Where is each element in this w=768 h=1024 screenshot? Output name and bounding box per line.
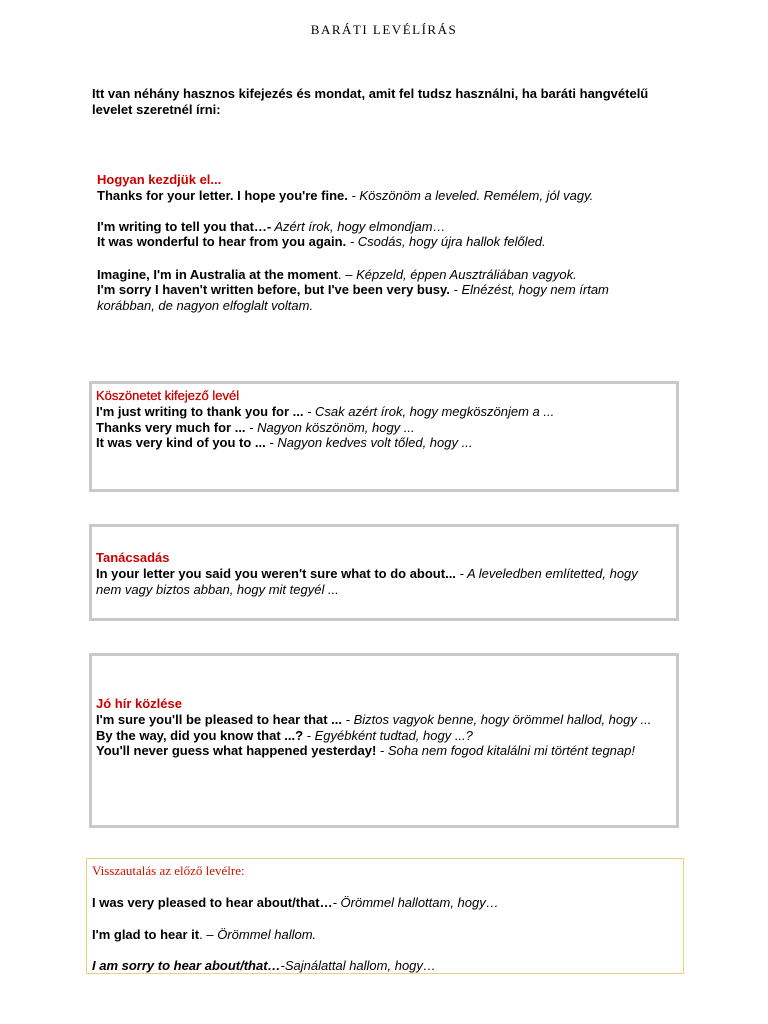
phrase-line — [92, 958, 679, 974]
phrase-en: In your letter you said you weren't sure what to do about... — [96, 566, 456, 581]
phrase-line — [92, 895, 679, 911]
phrase-line — [97, 267, 667, 283]
phrase-line — [96, 743, 661, 759]
phrase-en: I'm glad to hear it — [92, 926, 200, 942]
intro-paragraph: Itt van néhány hasznos kifejezés és mondat, amit fel tudsz használni, ha baráti hangvételű levelet szeretnél írni: — [92, 86, 649, 117]
section-heading: Visszautalás az előző levélre: — [92, 863, 245, 878]
phrase-line — [96, 566, 661, 597]
phrase-hu: - Egyébként tudtad, hogy ...? — [303, 727, 473, 743]
phrase-hu: Képzeld, éppen Ausztráliában vagyok. — [356, 266, 577, 282]
phrase-line — [97, 188, 667, 204]
phrase-en: I was very pleased to hear about/that… — [92, 895, 333, 910]
section-advice-box — [89, 524, 679, 621]
phrase-en: I'm just writing to thank you for ... — [96, 404, 304, 419]
phrase-en: It was wonderful to hear from you again. — [97, 234, 347, 249]
page-title: BARÁTI LEVÉLÍRÁS — [310, 22, 458, 37]
phrase-line — [96, 712, 661, 728]
phrase-en: You'll never guess what happened yesterday! — [96, 743, 377, 758]
phrase-en: I'm sorry I haven't written before, but I've been very busy. — [97, 282, 450, 297]
phrase-hu: - Köszönöm a leveled. Remélem, jól vagy. — [347, 188, 594, 203]
phrase-line — [97, 219, 667, 235]
section-opening — [97, 172, 667, 313]
phrase-line — [97, 234, 667, 250]
phrase-line — [96, 420, 672, 436]
phrase-en: I'm writing to tell you that…- — [97, 218, 272, 234]
phrase-line — [92, 927, 679, 943]
phrase-hu: - A leveledben említetted, hogy nem vagy biztos abban, hogy mit tegyél ... — [96, 566, 638, 597]
section-heading: Hogyan kezdjük el... — [97, 172, 222, 187]
phrase-hu: - Nagyon kedves volt tőled, hogy ... — [265, 435, 473, 450]
phrase-line — [96, 404, 672, 420]
phrase-en: Imagine, I'm in Australia at the moment — [97, 266, 338, 282]
phrase-hu: - Elnézést, hogy nem írtam korábban, de nagyon elfoglalt voltam. — [97, 282, 609, 313]
phrase-separator: . – — [199, 926, 218, 942]
phrase-line — [96, 728, 672, 744]
phrase-line — [97, 282, 665, 313]
phrase-hu: - Biztos vagyok benne, hogy örömmel hallod, hogy ... — [342, 712, 652, 727]
phrase-en: It was very kind of you to ... — [96, 435, 266, 450]
phrase-en: Thanks very much for ... — [96, 419, 246, 435]
section-heading: Köszönetet kifejező levél — [96, 388, 240, 403]
phrase-en: Thanks for your letter. I hope you're fine. — [97, 188, 348, 203]
phrase-hu: - Soha nem fogod kitalálni mi történt tegnap! — [376, 743, 635, 758]
phrase-en: By the way, did you know that ...? — [96, 727, 304, 743]
phrase-en: I am sorry to hear about/that… — [92, 958, 281, 973]
section-reference-box — [86, 858, 684, 974]
phrase-hu: - Csak azért írok, hogy megköszönjem a ... — [303, 404, 555, 419]
phrase-hu: - Nagyon köszönöm, hogy ... — [245, 419, 415, 435]
phrase-hu: Azért írok, hogy elmondjam… — [271, 218, 446, 234]
section-heading: Jó hír közlése — [96, 696, 182, 711]
phrase-hu: Örömmel hallom. — [217, 926, 317, 942]
section-good-news-box — [89, 653, 679, 828]
phrase-hu: - Örömmel hallottam, hogy… — [332, 895, 499, 910]
section-heading: Tanácsadás — [96, 550, 170, 565]
phrase-line — [96, 435, 672, 451]
phrase-hu: - Csodás, hogy újra hallok felőled. — [346, 234, 546, 249]
phrase-hu: -Sajnálattal hallom, hogy… — [280, 958, 436, 973]
phrase-en: I'm sure you'll be pleased to hear that ... — [96, 712, 343, 727]
section-thanks-box — [89, 381, 679, 492]
phrase-separator: . – — [338, 266, 357, 282]
